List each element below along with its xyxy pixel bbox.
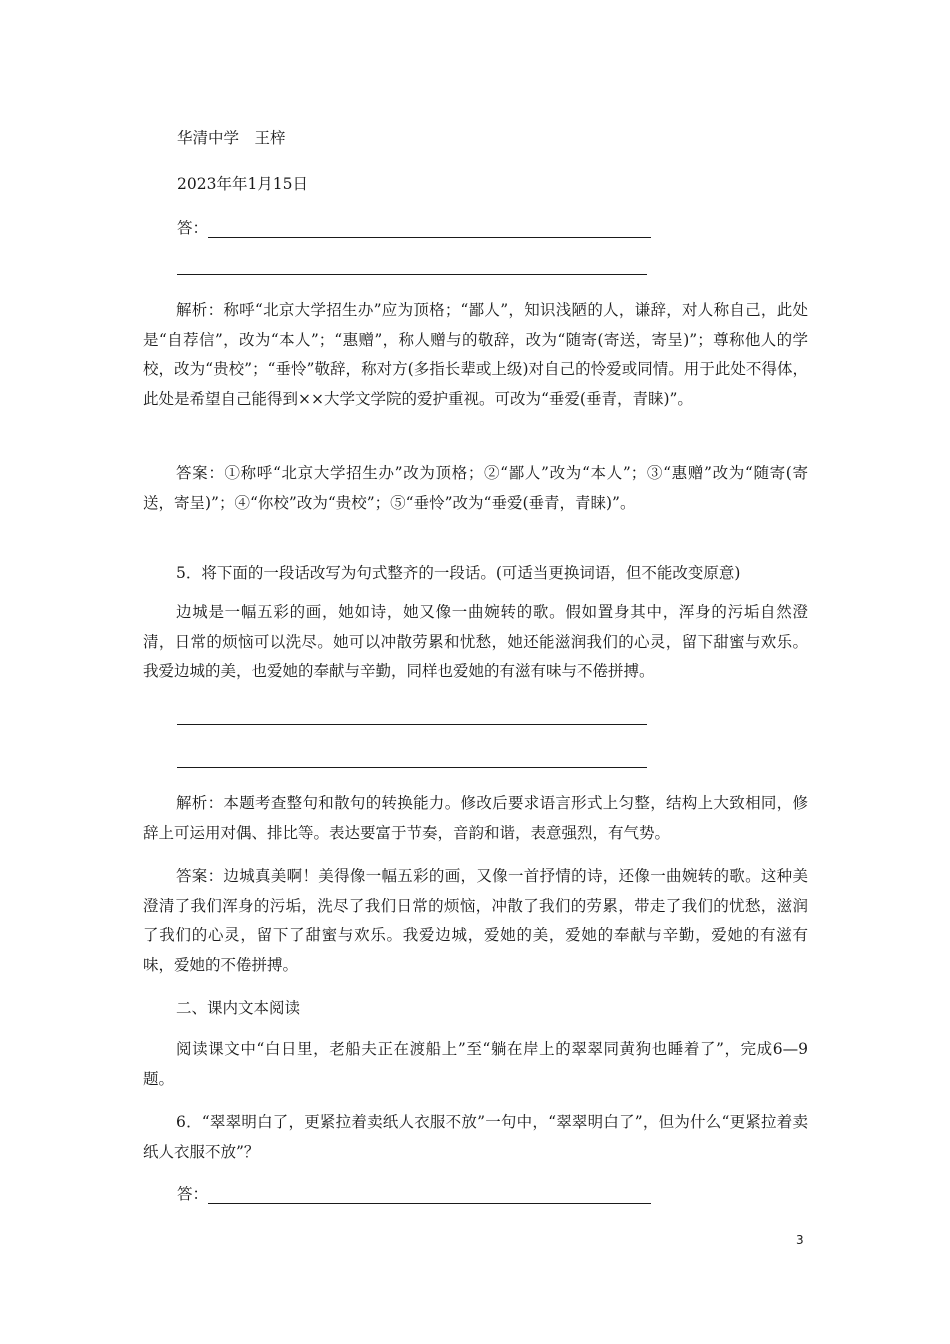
section-heading: 二、课内文本阅读 [176, 999, 301, 1017]
page-number: 3 [796, 1233, 804, 1247]
q4-answer-blank-2[interactable] [177, 274, 647, 275]
signature-school: 华清中学 王梓 [177, 129, 286, 147]
q6-answer-blank[interactable] [208, 1189, 651, 1204]
q5-prompt: 5．将下面的一段话改写为句式整齐的一段话。(可适当更换词语，但不能改变原意) [176, 564, 741, 582]
section-instruction: 阅读课文中“白日里，老船夫正在渡船上”至“躺在岸上的翠翠同黄狗也睡着了”，完成6—9题。 [143, 1040, 808, 1088]
q5-passage: 边城是一幅五彩的画，她如诗，她又像一曲婉转的歌。假如置身其中，浑身的污垢自然澄清，日常的烦恼可以洗尽。她可以冲散劳累和忧愁，她还能滋润我们的心灵，留下甜蜜与欢乐。我爱边城的美，也爱她的奉献与辛勤，同样也爱她的有滋有味与不倦拼搏。 [143, 603, 808, 680]
q5-answer-blank-1[interactable] [177, 724, 647, 725]
q4-analysis: 解析：称呼“北京大学招生办”应为顶格；“鄙人”，知识浅陋的人，谦辞，对人称自己，此处是“自荐信”，改为“本人”；“惠赠”，称人赠与的敬辞，改为“随寄(寄送，寄呈)”；尊称他人的学校，改为“贵校”；“垂怜”敬辞，称对方(多指长辈或上级)对自己的怜爱或同情。用于此处不得体，此处是希望自己能得到××大学文学院的爱护重视。可改为“垂爱(垂青，青睐)”。 [143, 301, 808, 408]
q6-prompt: 6．“翠翠明白了，更紧拉着卖纸人衣服不放”一句中，“翠翠明白了”，但为什么“更紧拉着卖纸人衣服不放”？ [143, 1113, 808, 1161]
q5-answer: 答案：边城真美啊！美得像一幅五彩的画，又像一首抒情的诗，还像一曲婉转的歌。这种美澄清了我们浑身的污垢，洗尽了我们日常的烦恼，冲散了我们的劳累，带走了我们的忧愁，滋润了我们的心灵，留下了甜蜜与欢乐。我爱边城，爱她的美，爱她的奉献与辛勤，爱她的有滋有味，爱她的不倦拼搏。 [143, 867, 808, 974]
q4-answer-blank-1[interactable] [208, 223, 651, 238]
q6-answer-row [177, 1184, 651, 1204]
q5-analysis: 解析：本题考查整句和散句的转换能力。修改后要求语言形式上匀整，结构上大致相同，修辞上可运用对偶、排比等。表达要富于节奏，音韵和谐，表意强烈，有气势。 [143, 794, 808, 842]
q4-answer: 答案：①称呼“北京大学招生办”改为顶格；②“鄙人”改为“本人”；③“惠赠”改为“随寄(寄送，寄呈)”；④“你校”改为“贵校”；⑤“垂怜”改为“垂爱(垂青，青睐)”。 [143, 464, 808, 512]
q4-answer-label: 答： [177, 219, 209, 237]
q6-answer-label: 答： [177, 1185, 209, 1203]
signature-date: 2023年年1月15日 [177, 175, 309, 193]
q5-answer-blank-2[interactable] [177, 767, 647, 768]
q4-answer-row [177, 218, 651, 238]
